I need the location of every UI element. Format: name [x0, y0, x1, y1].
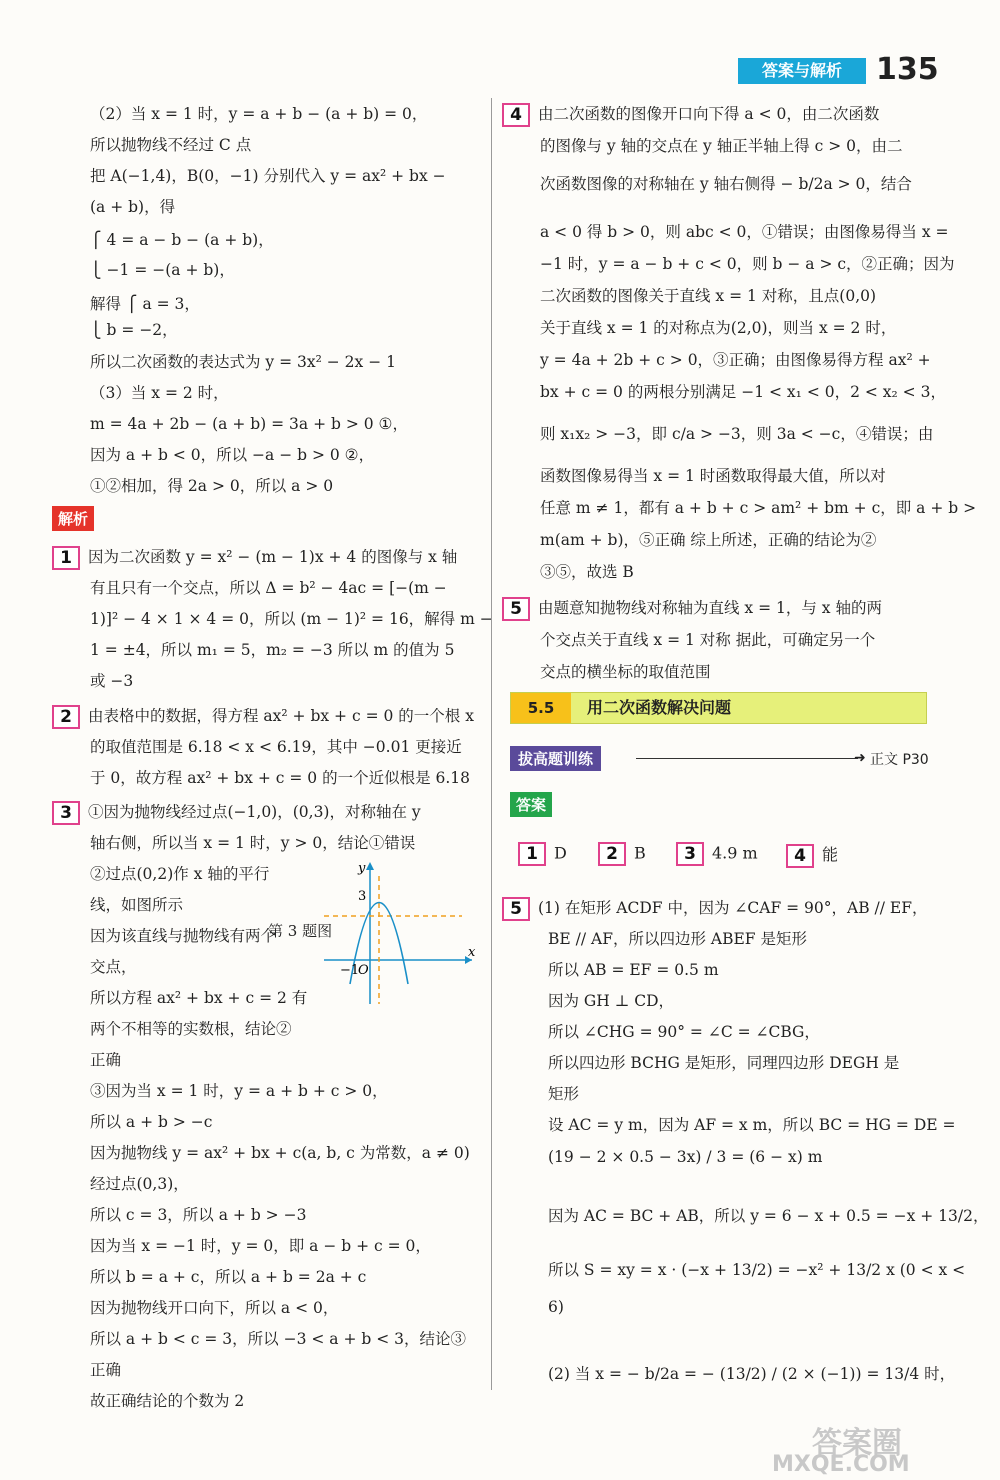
question-number: 5: [502, 897, 530, 921]
question-4: [502, 102, 879, 127]
text-line: 所以方程 ax² + bx + c = 2 有: [90, 989, 308, 1007]
text-line: 由题意知抛物线对称轴为直线 x = 1，与 x 轴的两: [538, 599, 882, 617]
text-line: 因为该直线与抛物线有两个: [90, 927, 277, 945]
text-line: 轴右侧，所以当 x = 1 时，y > 0，结论①错误: [90, 834, 416, 852]
text-line: 因为当 x = −1 时，y = 0，即 a − b + c = 0，: [90, 1237, 431, 1255]
question-number: 3: [676, 842, 704, 866]
text-line: 由二次函数的图像开口向下得 a < 0，由二次函数: [538, 105, 880, 123]
answer-value: 4.9 m: [712, 843, 758, 863]
answer-value: D: [554, 843, 567, 863]
text-line: y = 4a + 2b + c > 0，③正确；由图像易得方程 ax² +: [540, 351, 931, 369]
question-1: [52, 545, 457, 570]
text-line: 的图像与 y 轴的交点在 y 轴正半轴上得 c > 0，由二: [540, 137, 903, 155]
text-line: 因为抛物线开口向下，所以 a < 0，: [90, 1299, 339, 1317]
text-line: 两个不相等的实数根，结论②: [90, 1020, 292, 1038]
text-line: 所以 a + b < c = 3，所以 −3 < a + b < 3，结论③: [90, 1330, 466, 1348]
text-line: 所以抛物线不经过 C 点: [90, 136, 252, 154]
text-line: 把 A(−1,4)，B(0，−1) 分别代入 y = ax² + bx −: [90, 167, 446, 185]
answer-5: [502, 896, 927, 921]
parabola-figure: [322, 856, 477, 1006]
text-line: 二次函数的图像关于直线 x = 1 对称，且点(0,0): [540, 287, 877, 305]
text-line: ①②相加，得 2a > 0，所以 a > 0: [90, 477, 334, 495]
text-line: （2）当 x = 1 时，y = a + b − (a + b) = 0，: [90, 105, 428, 123]
text-line: 关于直线 x = 1 的对称点为(2,0)，则当 x = 2 时，: [540, 319, 897, 337]
text-line: 所以 S = xy = x · (−x + 13/2) = −x² + 13/2 x (0 < x <: [548, 1261, 966, 1279]
y-label: y: [358, 861, 366, 876]
answer-4: [786, 842, 838, 868]
x-label: x: [468, 945, 476, 960]
answer-1: [518, 842, 567, 866]
text-line: 因为二次函数 y = x² − (m − 1)x + 4 的图像与 x 轴: [88, 548, 458, 566]
label-minus-one: −1: [340, 963, 360, 978]
question-number: 3: [52, 801, 80, 825]
question-number: 2: [52, 705, 80, 729]
text-line: 解得 ⎧ a = 3，: [90, 295, 200, 313]
training-tag: 拔高题训练: [510, 746, 601, 771]
question-3: [52, 800, 421, 825]
text-line: 任意 m ≠ 1，都有 a + b + c > am² + bm + c，即 a + b >: [540, 499, 977, 517]
text-line: m(am + b)，⑤正确 综上所述，正确的结论为②: [540, 531, 877, 549]
column-divider: [491, 98, 492, 1390]
text-line: 于 0，故方程 ax² + bx + c = 0 的一个近似根是 6.18: [90, 769, 471, 787]
text-line: （3）当 x = 2 时，: [90, 384, 229, 402]
text-line: 设 AC = y m，因为 AF = x m，所以 BC = HG = DE =: [548, 1116, 956, 1134]
answer-tag: 答案: [510, 792, 552, 817]
text-line: 因为 GH ⊥ CD，: [548, 992, 675, 1010]
text-line: ⎩ b = −2，: [90, 321, 178, 339]
text-line: 因为 AC = BC + AB，所以 y = 6 − x + 0.5 = −x + 13/2，: [548, 1207, 989, 1225]
text-line: 个交点关于直线 x = 1 对称 据此，可确定另一个: [540, 631, 876, 649]
text-line: 有且只有一个交点，所以 Δ = b² − 4ac = [−(m −: [90, 579, 447, 597]
text-line: 的取值范围是 6.18 < x < 6.19，其中 −0.01 更接近: [90, 738, 462, 756]
text-line: 所以四边形 BCHG 是矩形，同理四边形 DEGH 是: [548, 1054, 900, 1072]
watermark-line-1: 答案圈: [812, 1426, 902, 1461]
text-line: 因为抛物线 y = ax² + bx + c(a, b, c 为常数，a ≠ 0): [90, 1144, 470, 1162]
answer-3: [676, 842, 758, 866]
section-header: [510, 692, 927, 724]
question-2: [52, 704, 474, 729]
question-5: [502, 596, 882, 621]
section-title: 用二次函数解决问题: [587, 698, 732, 717]
section-number: 5.5: [511, 693, 571, 723]
text-line: 函数图像易得当 x = 1 时函数取得最大值，所以对: [540, 467, 886, 485]
text-line: 故正确结论的个数为 2: [90, 1392, 245, 1410]
text-line: 经过点(0,3)，: [90, 1175, 189, 1193]
text-line: (19 − 2 × 0.5 − 3x) / 3 = (6 − x) m: [548, 1148, 823, 1166]
watermark-line-2: MXQE.COM: [772, 1452, 910, 1477]
text-line: ⎧ 4 = a − b − (a + b)，: [90, 231, 274, 249]
text-line: ①因为抛物线经过点(−1,0)，(0,3)，对称轴在 y: [88, 803, 421, 821]
answer-value: B: [634, 843, 646, 863]
answer-value: 能: [822, 845, 839, 864]
text-line: −1 时，y = a − b + c < 0，则 b − a > c，②正确；因为: [540, 255, 955, 273]
question-number: 5: [502, 597, 530, 621]
jiexi-tag: 解析: [52, 506, 94, 531]
text-line: 所以二次函数的表达式为 y = 3x² − 2x − 1: [90, 353, 396, 371]
text-line: (1) 在矩形 ACDF 中，因为 ∠CAF = 90°，AB // EF，: [538, 899, 928, 917]
question-number: 4: [502, 103, 530, 127]
text-line: 所以 AB = EF = 0.5 m: [548, 961, 719, 979]
text-line: 因为 a + b < 0，所以 −a − b > 0 ②，: [90, 446, 375, 464]
text-line: 6): [548, 1298, 564, 1316]
text-line: 所以 a + b > −c: [90, 1113, 213, 1131]
page-number: 135: [876, 52, 939, 87]
text-line: bx + c = 0 的两根分别满足 −1 < x₁ < 0，2 < x₂ < 3，: [540, 383, 946, 401]
question-number: 1: [52, 546, 80, 570]
text-line: 线，如图所示: [90, 896, 184, 914]
text-line: 或 −3: [90, 672, 134, 690]
training-page-ref: 正文 P30: [870, 752, 929, 768]
text-line: ②过点(0,2)作 x 轴的平行: [90, 865, 270, 883]
training-arrow-line: [636, 758, 858, 759]
text-line: 次函数图像的对称轴在 y 轴右侧得 − b/2a > 0，结合: [540, 175, 912, 193]
text-line: 矩形: [548, 1085, 580, 1103]
text-line: (a + b)，得: [90, 198, 176, 216]
answer-2: [598, 842, 646, 866]
watermark: [772, 1420, 982, 1477]
text-line: 正确: [90, 1361, 122, 1379]
arrow-right-icon: ➜: [854, 750, 866, 766]
text-line: 所以 b = a + c，所以 a + b = 2a + c: [90, 1268, 367, 1286]
question-number: 2: [598, 842, 626, 866]
question-number: 4: [786, 844, 814, 868]
text-line: 所以 ∠CHG = 90° = ∠C = ∠CBG，: [548, 1023, 820, 1041]
text-line: (2) 当 x = − b/2a = − (13/2) / (2 × (−1)) = 13/4 时，: [548, 1365, 956, 1383]
text-line: ③⑤，故选 B: [540, 563, 634, 581]
text-line: 1 = ±4，所以 m₁ = 5，m₂ = −3 所以 m 的值为 5: [90, 641, 455, 659]
text-line: 则 x₁x₂ > −3，即 c/a > −3，则 3a < −c，④错误；由: [540, 425, 934, 443]
y-axis-arrow: [366, 862, 374, 870]
question-number: 1: [518, 842, 546, 866]
text-line: 由表格中的数据，得方程 ax² + bx + c = 0 的一个根 x: [88, 707, 474, 725]
text-line: 1)]² − 4 × 1 × 4 = 0，所以 (m − 1)² = 16，解得 m −: [90, 610, 493, 628]
text-line: 交点的横坐标的取值范围: [540, 663, 711, 681]
text-line: ⎩ −1 = −(a + b)，: [90, 261, 235, 279]
text-line: ③因为当 x = 1 时，y = a + b + c > 0，: [90, 1082, 388, 1100]
text-line: a < 0 得 b > 0，则 abc < 0，①错误；由图像易得当 x =: [540, 223, 949, 241]
text-line: m = 4a + 2b − (a + b) = 3a + b > 0 ①，: [90, 415, 408, 433]
label-three: 3: [358, 889, 367, 904]
text-line: 正确: [90, 1051, 122, 1069]
header-tag: 答案与解析: [738, 58, 866, 84]
text-line: 交点，: [90, 958, 137, 976]
text-line: BE // AF，所以四边形 ABEF 是矩形: [548, 930, 807, 948]
figure-caption: 第 3 题图: [268, 922, 333, 940]
text-line: 所以 c = 3，所以 a + b > −3: [90, 1206, 307, 1224]
label-origin: O: [358, 963, 369, 978]
